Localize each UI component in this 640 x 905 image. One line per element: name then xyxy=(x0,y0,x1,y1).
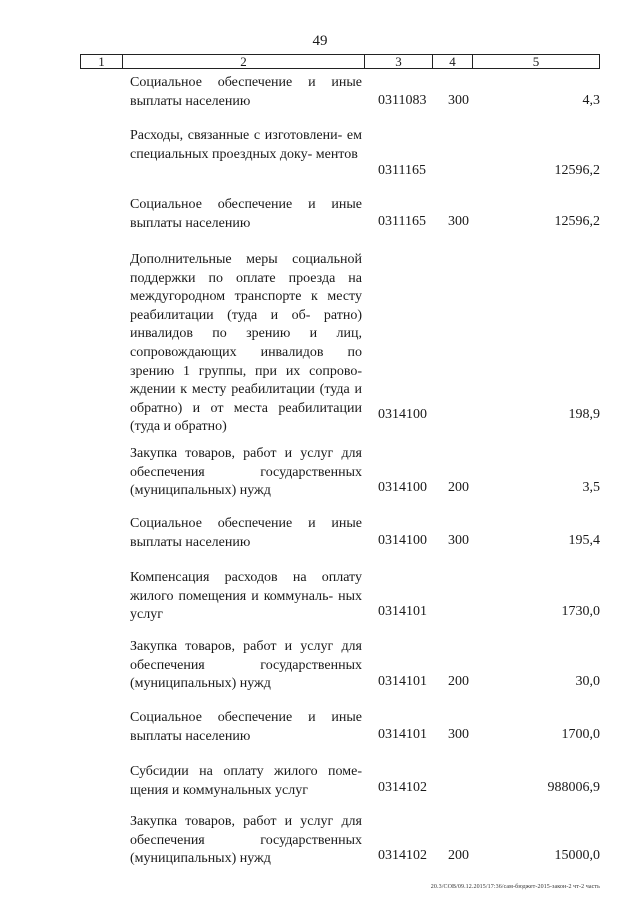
row-kind: 200 xyxy=(448,674,469,689)
row-code: 0311083 xyxy=(378,93,427,108)
row-code: 0311165 xyxy=(378,214,426,229)
row-description: Закупка товаров, работ и услуг для обеспечения государственных (муниципальных) нужд xyxy=(130,639,362,692)
row-amount: 195,4 xyxy=(568,533,600,548)
row-amount: 15000,0 xyxy=(554,848,600,863)
row-description: Субсидии на оплату жилого поме- щения и коммунальных услуг xyxy=(130,764,362,798)
row-code: 0314102 xyxy=(378,848,427,863)
row-code: 0314100 xyxy=(378,480,427,495)
page-number: 49 xyxy=(312,33,328,49)
row-code: 0311165 xyxy=(378,163,426,178)
row-code: 0314101 xyxy=(378,674,427,689)
column-header-1: 1 xyxy=(81,55,123,69)
row-description: Закупка товаров, работ и услуг для обеспечения государственных (муниципальных) нужд xyxy=(130,814,362,867)
row-code: 0314100 xyxy=(378,533,427,548)
row-kind: 300 xyxy=(448,533,469,548)
column-header-3: 3 xyxy=(365,55,433,69)
row-amount: 4,3 xyxy=(582,93,600,108)
row-code: 0314101 xyxy=(378,727,427,742)
column-header-4: 4 xyxy=(433,55,473,69)
row-amount: 1700,0 xyxy=(561,727,600,742)
row-amount: 198,9 xyxy=(568,407,600,422)
row-description: Социальное обеспечение и иные выплаты населению xyxy=(130,710,362,744)
row-code: 0314100 xyxy=(378,407,427,422)
row-amount: 988006,9 xyxy=(547,780,600,795)
row-description: Социальное обеспечение и иные выплаты населению xyxy=(130,197,362,231)
column-header-2: 2 xyxy=(123,55,365,69)
row-kind: 200 xyxy=(448,848,469,863)
row-description: Компенсация расходов на оплату жилого помещения и коммуналь- ных услуг xyxy=(130,570,362,623)
row-description: Социальное обеспечение и иные выплаты населению xyxy=(130,75,362,109)
row-kind: 300 xyxy=(448,93,469,108)
row-amount: 12596,2 xyxy=(554,214,600,229)
row-kind: 300 xyxy=(448,214,469,229)
row-amount: 30,0 xyxy=(575,674,600,689)
row-kind: 200 xyxy=(448,480,469,495)
row-amount: 3,5 xyxy=(582,480,600,495)
row-description: Дополнительные меры социальной поддержки по оплате проезда на междугородном транспорте к месту реабилитации (туда и об- ратно) инвалидов по зрению и лиц, сопровождающих инвалидов по зрению 1 группы, при их сопрово- ждении к месту реабилитации (туда и обратно) и от места реабилитации (туда и обратно) xyxy=(130,252,362,435)
row-code: 0314101 xyxy=(378,604,427,619)
row-amount: 1730,0 xyxy=(561,604,600,619)
row-description: Социальное обеспечение и иные выплаты населению xyxy=(130,516,362,550)
row-kind: 300 xyxy=(448,727,469,742)
row-code: 0314102 xyxy=(378,780,427,795)
document-footer-stamp: 20.3/СОВ/09.12.2015/17:36/сам-бюджет-2015-закон-2 чт-2 часть xyxy=(430,884,600,890)
row-amount: 12596,2 xyxy=(554,163,600,178)
row-description: Закупка товаров, работ и услуг для обеспечения государственных (муниципальных) нужд xyxy=(130,446,362,499)
row-description: Расходы, связанные с изготовлени- ем специальных проездных доку- ментов xyxy=(130,128,362,162)
column-header-5: 5 xyxy=(473,55,600,69)
